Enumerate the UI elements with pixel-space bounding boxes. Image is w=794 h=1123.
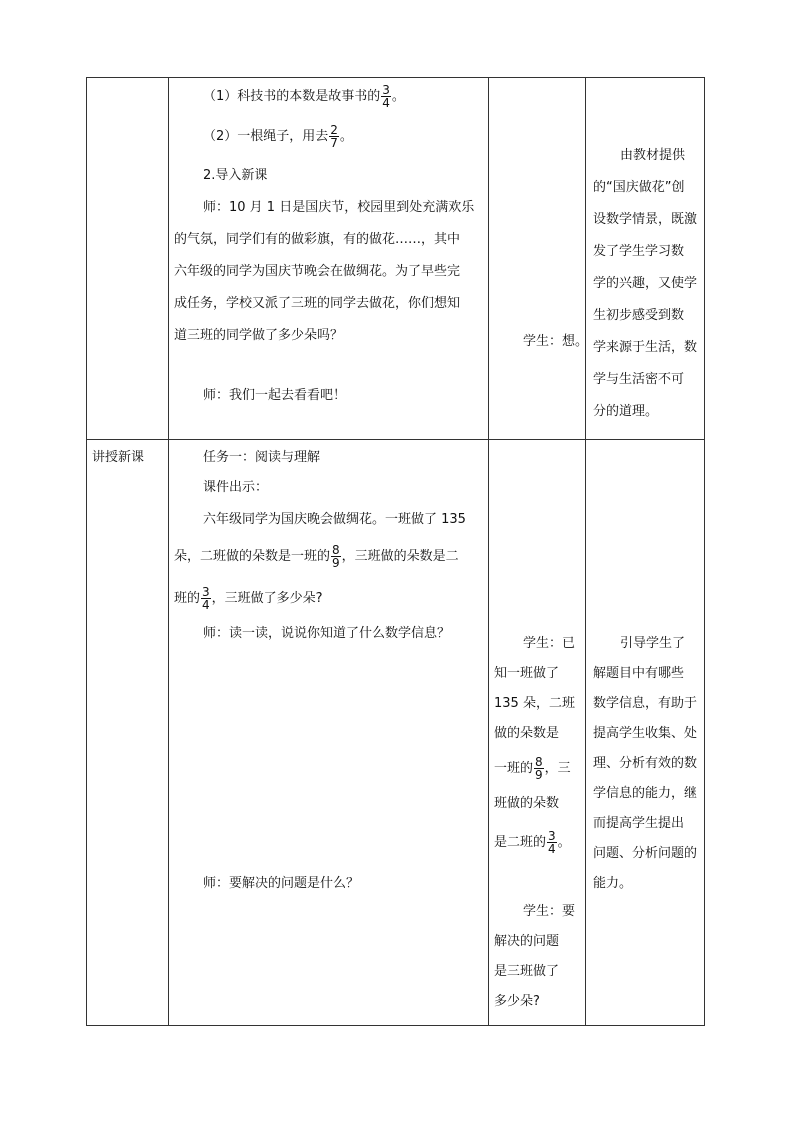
intent-line: 发了学生学习数 bbox=[593, 244, 685, 259]
intent-line: 学信息的能力，继 bbox=[593, 786, 698, 801]
teacher-line: 师：我们一起去看看吧！ bbox=[203, 388, 347, 403]
fraction: $\frac{8}{9}$ bbox=[535, 755, 543, 782]
intent-line: 数学信息，有助于 bbox=[593, 696, 698, 711]
intent-line: 学来源于生活，数 bbox=[593, 340, 698, 355]
intent-line: 能力。 bbox=[593, 876, 633, 891]
fraction: $\frac{2}{7}$ bbox=[330, 123, 338, 150]
exercise-item-2: （2）一根绳子，用去 $\frac{2}{7}$ 。 bbox=[203, 123, 353, 150]
intent-line: 理、分析有效的数 bbox=[593, 756, 698, 771]
intent-cell bbox=[586, 78, 705, 440]
intent-line: 生初步感受到数 bbox=[593, 308, 685, 323]
teacher-question: 师：读一读，说说你知道了什么数学信息？ bbox=[203, 626, 451, 641]
fraction: $\frac{8}{9}$ bbox=[332, 543, 340, 570]
student-response: 学生：想。 bbox=[523, 334, 589, 349]
story-line: 成任务，学校又派了三班的同学去做花，你们想知 bbox=[174, 296, 461, 311]
teacher-question: 师：要解决的问题是什么？ bbox=[203, 876, 360, 891]
problem-line: 班的 $\frac{3}{4}$ ，三班做了多少朵? bbox=[174, 585, 323, 612]
story-line: 道三班的同学做了多少朵吗？ bbox=[174, 328, 344, 343]
student-line: 解决的问题 bbox=[494, 934, 560, 949]
student-line: 是二班的 $\frac{3}{4}$ 。 bbox=[494, 829, 571, 856]
student-line: 知一班做了 bbox=[494, 666, 560, 681]
student-line: 多少朵? bbox=[494, 994, 540, 1009]
intent-line: 问题、分析问题的 bbox=[593, 846, 698, 861]
stage-cell bbox=[87, 440, 169, 1026]
fraction: $\frac{3}{4}$ bbox=[382, 83, 390, 110]
student-line: 学生：已 bbox=[523, 636, 576, 651]
intent-line: 的“国庆做花”创 bbox=[593, 180, 685, 195]
intent-line: 引导学生了 bbox=[620, 636, 686, 651]
content-cell bbox=[169, 78, 489, 440]
intent-line: 提高学生收集、处 bbox=[593, 726, 698, 741]
intent-line: 解题目中有哪些 bbox=[593, 666, 685, 681]
intent-line: 而提高学生提出 bbox=[593, 816, 685, 831]
student-cell bbox=[489, 440, 586, 1026]
display-label: 课件出示： bbox=[203, 480, 269, 495]
intent-line: 由教材提供 bbox=[620, 148, 686, 163]
student-line: 一班的 $\frac{8}{9}$ ，三 bbox=[494, 755, 571, 782]
fraction: $\frac{3}{4}$ bbox=[548, 829, 556, 856]
student-line: 做的朵数是 bbox=[494, 726, 560, 741]
student-line: 是三班做了 bbox=[494, 964, 560, 979]
student-cell bbox=[489, 78, 589, 440]
intent-cell bbox=[586, 440, 705, 1026]
table-row bbox=[87, 440, 705, 1026]
fraction: $\frac{3}{4}$ bbox=[202, 585, 210, 612]
problem-line: 六年级同学为国庆晚会做绸花。一班做了 135 bbox=[203, 512, 466, 527]
stage-cell-empty bbox=[87, 78, 169, 440]
intent-line: 分的道理。 bbox=[593, 404, 659, 419]
stage-label: 讲授新课 bbox=[92, 450, 145, 465]
exercise-item-1: （1）科技书的本数是故事书的 $\frac{3}{4}$ 。 bbox=[203, 83, 405, 110]
story-line: 师：10 月 1 日是国庆节，校园里到处充满欢乐 bbox=[203, 200, 475, 215]
student-line: 135 朵，二班 bbox=[494, 696, 575, 711]
table-row bbox=[87, 78, 705, 440]
student-line: 班做的朵数 bbox=[494, 796, 560, 811]
task-title: 任务一：阅读与理解 bbox=[203, 450, 321, 465]
lesson-plan-table bbox=[86, 77, 705, 1026]
content-cell bbox=[169, 440, 489, 1026]
story-line: 的气氛，同学们有的做彩旗，有的做花……，其中 bbox=[174, 232, 461, 247]
section-title: 2.导入新课 bbox=[203, 168, 268, 183]
student-line: 学生：要 bbox=[523, 904, 576, 919]
story-line: 六年级的同学为国庆节晚会在做绸花。为了早些完 bbox=[174, 264, 461, 279]
intent-line: 学与生活密不可 bbox=[593, 372, 685, 387]
intent-line: 学的兴趣，又使学 bbox=[593, 276, 698, 291]
problem-line: 朵，二班做的朵数是一班的 $\frac{8}{9}$ ，三班做的朵数是二 bbox=[174, 543, 459, 570]
intent-line: 设数学情景，既激 bbox=[593, 212, 698, 227]
